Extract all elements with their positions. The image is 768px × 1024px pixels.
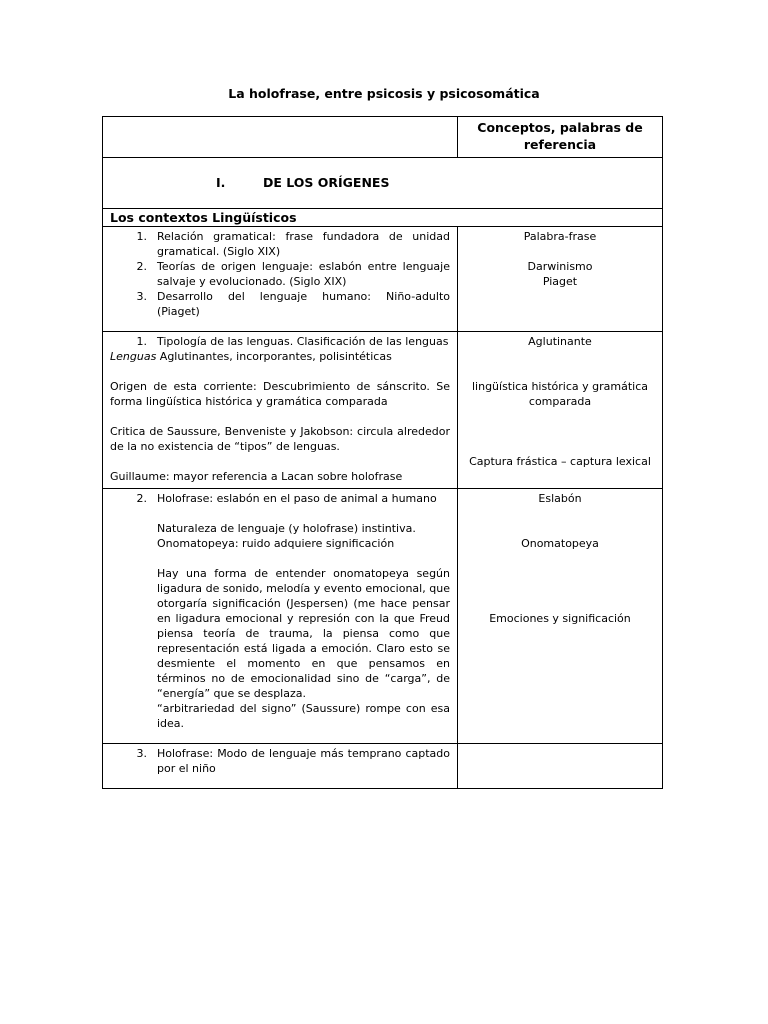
concept-term: Eslabón — [538, 492, 582, 505]
subheader: Los contextos Lingüísticos — [103, 209, 663, 227]
section-number: I. — [216, 174, 226, 190]
list-item: 3. Desarrollo del lenguaje humano: Niño-adulto (Piaget) — [136, 290, 450, 318]
row4-concepts — [458, 744, 663, 789]
subheader-row — [103, 209, 663, 227]
header-left-cell — [103, 117, 458, 158]
section-label: DE LOS ORÍGENES — [263, 174, 390, 190]
concept-term: Palabra-frase — [523, 230, 597, 243]
concept-term: Piaget — [542, 275, 578, 288]
paragraph: Origen de esta corriente: Descubrimiento de sánscrito. Se forma lingüística histórica y gramática comparada — [110, 380, 450, 408]
table-row — [103, 227, 663, 332]
row2-concepts — [458, 332, 663, 489]
table-row — [103, 489, 663, 744]
paragraph: Critica de Saussure, Benveniste y Jakobson: circula alrededor de la no existencia de “tipos” de lenguas. — [110, 425, 450, 453]
table-row — [103, 744, 663, 789]
list-item: 2. Teorías de origen lenguaje: eslabón entre lenguaje salvaje y evolucionado. (Siglo XIX) — [136, 260, 450, 288]
concept-term: Captura frástica – captura lexical — [469, 455, 651, 468]
header-concepts-cell: Conceptos, palabras de referencia — [458, 117, 663, 158]
list-item: 1. Relación gramatical: frase fundadora de unidad gramatical. (Siglo XIX) — [136, 230, 450, 258]
lenguas-line: Lenguas Aglutinantes, incorporantes, polisintéticas — [110, 350, 392, 363]
table-header-row — [103, 117, 663, 158]
row1-left — [103, 227, 458, 332]
concept-term: lingüística histórica y gramática comparada — [471, 380, 648, 408]
paragraph: Hay una forma de entender onomatopeya según ligadura de sonido, melodía y evento emocional, que otorgaría significación (Jespersen) (me hace pensar en ligadura emocional y represión con la que Freud piensa teoría de trauma, la piensa como que representación está ligada a emoción. Claro esto se desmiente el momento en que pensamos en términos no de emocionalidad sino de “carga”, de “energía” que se desplaza. — [157, 567, 450, 700]
row2-left — [103, 332, 458, 489]
paragraph: “arbitrariedad del signo” (Saussure) rompe con esa idea. — [157, 702, 450, 730]
paragraph: Guillaume: mayor referencia a Lacan sobre holofrase — [110, 470, 403, 483]
paragraph: Naturaleza de lenguaje (y holofrase) instintiva. — [157, 522, 416, 535]
row4-left — [103, 744, 458, 789]
section-row — [103, 158, 663, 209]
list-item: 3. Holofrase: Modo de lenguaje más temprano captado por el niño — [136, 747, 450, 775]
concepts-table — [102, 116, 663, 789]
document-title: La holofrase, entre psicosis y psicosomática — [228, 86, 540, 101]
list-item: 2. Holofrase: eslabón en el paso de animal a humano — [136, 492, 437, 505]
row3-left — [103, 489, 458, 744]
section-heading — [103, 158, 663, 209]
concept-term: Emociones y significación — [489, 612, 631, 625]
concept-term: Darwinismo — [527, 260, 593, 273]
concept-term: Aglutinante — [528, 335, 592, 348]
list-item: 1. Tipología de las lenguas. Clasificación de las lenguas — [136, 335, 449, 348]
table-row — [103, 332, 663, 489]
row3-concepts — [458, 489, 663, 744]
row1-concepts — [458, 227, 663, 332]
concept-term: Onomatopeya — [521, 537, 599, 550]
paragraph: Onomatopeya: ruido adquiere significación — [157, 537, 395, 550]
